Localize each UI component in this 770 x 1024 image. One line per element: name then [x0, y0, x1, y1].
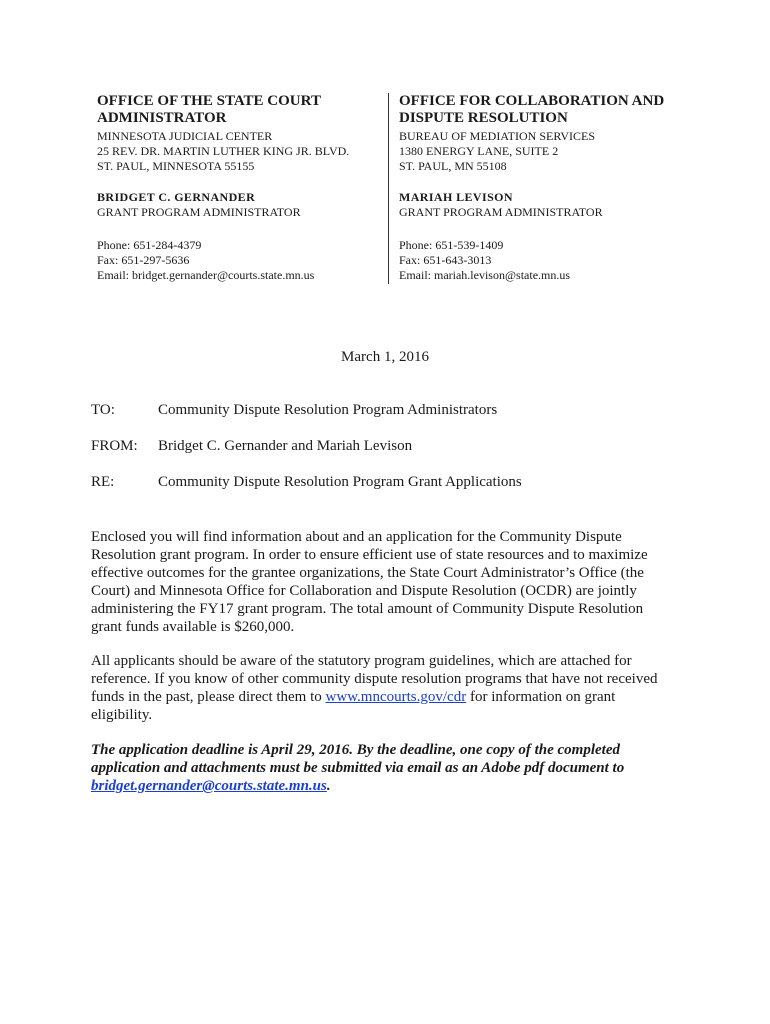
- left-email: Email: bridget.gernander@courts.state.mn.us: [97, 268, 315, 282]
- paragraph-intro: Enclosed you will find information about and an application for the Community Dispute Resolution grant program. In order to ensure efficient use of state resources and to maximize effective outcomes for the grantee organizations, the State Court Administrator’s Office (the Court) and Minnesota Office for Collaboration and Dispute Resolution (OCDR) are jointly administering the FY17 grant program. The total amount of Community Dispute Resolution grant funds available is $260,000.: [91, 529, 648, 635]
- submission-email-link[interactable]: bridget.gernander@courts.state.mn.us: [91, 778, 327, 794]
- right-email: Email: mariah.levison@state.mn.us: [399, 268, 571, 282]
- right-contact-name: MARIAH LEVISON: [399, 190, 513, 204]
- memo-from: [91, 438, 412, 455]
- right-phone: Phone: 651-539-1409: [399, 238, 504, 252]
- right-contact-title: GRANT PROGRAM ADMINISTRATOR: [399, 205, 603, 219]
- left-contact-name: BRIDGET C. GERNANDER: [97, 190, 256, 204]
- paragraph-guidelines: All applicants should be aware of the statutory program guidelines, which are attached for reference. If you know of other community dispute resolution programs that have not received funds in the past, please direct them to www.mncourts.gov/cdr for information on grant eligibility.: [91, 653, 658, 723]
- left-address-line: MINNESOTA JUDICIAL CENTER: [97, 129, 273, 143]
- right-address-line: 1380 ENERGY LANE, SUITE 2: [399, 144, 559, 158]
- left-office-title: OFFICE OF THE STATE COURT ADMINISTRATOR: [97, 93, 321, 126]
- letterhead: [97, 93, 697, 284]
- right-address-line: ST. PAUL, MN 55108: [399, 159, 507, 173]
- memo-from-value: Bridget C. Gernander and Mariah Levison: [158, 438, 413, 454]
- right-address-line: BUREAU OF MEDIATION SERVICES: [399, 129, 596, 143]
- left-address-line: ST. PAUL, MINNESOTA 55155: [97, 159, 255, 173]
- left-address-line: 25 REV. DR. MARTIN LUTHER KING JR. BLVD.: [97, 144, 350, 158]
- memo-to-value: Community Dispute Resolution Program Administrators: [158, 402, 498, 418]
- paragraph-deadline: The application deadline is April 29, 2016. By the deadline, one copy of the completed application and attachments must be submitted via email as an Adobe pdf document to bridget.gernander@courts.state.mn.us.: [91, 742, 625, 794]
- memo-re: [91, 474, 522, 491]
- right-office-title: OFFICE FOR COLLABORATION AND DISPUTE RESOLUTION: [399, 93, 665, 126]
- left-phone: Phone: 651-284-4379: [97, 238, 202, 252]
- memo-from-label: FROM:: [91, 438, 138, 454]
- letter-date: March 1, 2016: [341, 349, 429, 365]
- memo-re-value: Community Dispute Resolution Program Grant Applications: [158, 474, 522, 490]
- cdr-website-link[interactable]: www.mncourts.gov/cdr: [325, 689, 467, 705]
- left-office-block: [97, 93, 389, 284]
- left-contact-title: GRANT PROGRAM ADMINISTRATOR: [97, 205, 301, 219]
- right-office-block: [389, 93, 689, 284]
- memo-to-label: TO:: [91, 402, 115, 418]
- memo-re-label: RE:: [91, 474, 115, 490]
- left-fax: Fax: 651-297-5636: [97, 253, 190, 267]
- right-fax: Fax: 651-643-3013: [399, 253, 492, 267]
- memo-to: [91, 402, 497, 419]
